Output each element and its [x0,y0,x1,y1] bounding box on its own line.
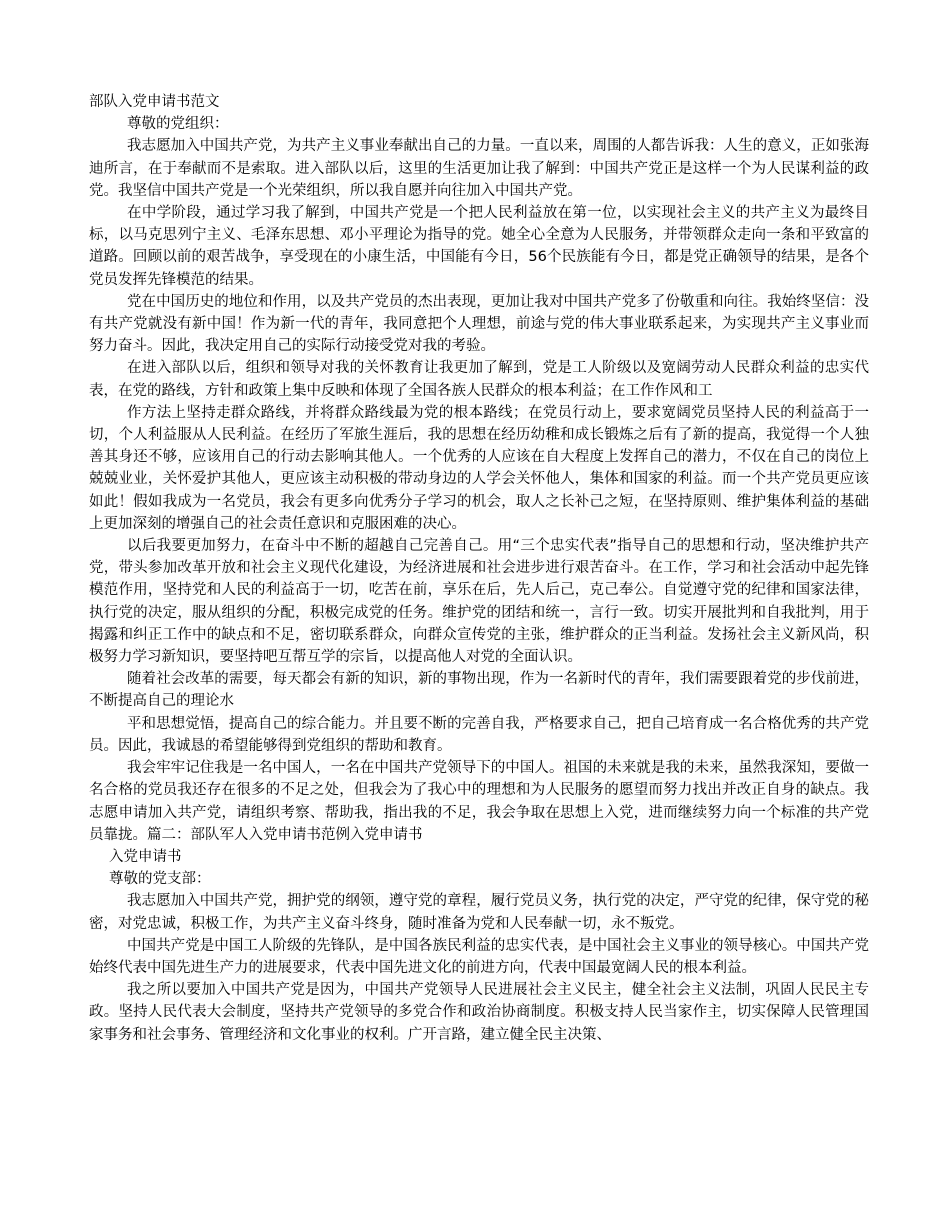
document-title: 部队入党申请书范文 [89,94,220,110]
document-page [89,91,869,1046]
paragraph-5: 作方法上坚持走群众路线，并将群众路线最为党的根本路线；在党员行动上，要求宽阔党员坚持人民的利益高于一切，个人利益服从人民利益。在经历了军旅生涯后，我的思想在经历幼稚和成长锻炼之后有了新的提高，我觉得一个人独善其身还不够，应该用自己的行动去影响其他人。一个优秀的人应该在自大程度上发挥自己的潜力，不仅在自己的岗位上兢兢业业，关怀爱护其他人，更应该主动积极的带动身边的人学会关怀他人，集体和国家的利益。而一个共产党员更应该如此！假如我成为一名党员，我会有更多向优秀分子学习的机会，取人之长补己之短，在坚持原则、维护集体利益的基础上更加深刻的增强自己的社会责任意识和克服困难的决心。 [89,404,869,532]
paragraph-6: 以后我要更加努力，在奋斗中不断的超越自己完善自己。用“三个忠实代表”指导自己的思想和行动，坚决维护共产党，带头参加改革开放和社会主义现代化建设，为经济进展和社会进步进行艰苦奋斗。在工作，学习和社会活动中起先锋模范作用，坚持党和人民的利益高于一切，吃苦在前，享乐在后，先人后己，克己奉公。自觉遵守党的纪律和国家法律，执行党的决定，服从组织的分配，积极完成党的任务。维护党的团结和统一，言行一致。切实开展批判和自我批判，用于揭露和纠正工作中的缺点和不足，密切联系群众，向群众宣传党的主张，维护群众的正当利益。发扬社会主义新风尚，积极努力学习新知识，要坚持吧互帮互学的宗旨，以提高他人对党的全面认识。 [89,538,869,666]
paragraph-9: 我会牢牢记住我是一名中国人，一名在中国共产党领导下的中国人。祖国的未来就是我的未来，虽然我深知，要做一名合格的党员我还存在很多的不足之处，但我会为了我心中的理想和为人民服务的愿望而努力找出并改正自身的缺点。我志愿申请加入共产党，请组织考察、帮助我，指出我的不足，我会争取在思想上入党，进而继续努力向一个标准的共产党员靠拢。篇二：部队军人入党申请书范例入党申请书 [89,760,869,843]
salutation-party-organization: 尊敬的党组织： [127,116,229,133]
paragraph-1: 我志愿加入中国共产党，为共产主义事业奉献出自己的力量。一直以来，周围的人都告诉我：人生的意义，正如张海迪所言，在于奉献而不是索取。进入部队以后，这里的生活更加让我了解到：中国共产党正是这样一个为人民谋利益的政党。我坚信中国共产党是一个光荣组织，所以我自愿并向往加入中国共产党。 [89,138,869,199]
salutation-party-branch: 尊敬的党支部： [109,871,211,888]
paragraph-2: 在中学阶段，通过学习我了解到，中国共产党是一个把人民利益放在第一位，以实现社会主义的共产主义为最终目标，以马克思列宁主义、毛泽东思想、邓小平理论为指导的党。她全心全意为人民服务，并带领群众走向一条和平致富的道路。回顾以前的艰苦战争，享受现在的小康生活，中国能有今日，56个民族能有今日，都是党正确领导的结果，是各个党员发挥先锋模范的结果。 [89,205,869,288]
paragraph-13: 中国共产党是中国工人阶级的先锋队，是中国各族民利益的忠实代表，是中国社会主义事业的领导核心。中国共产党始终代表中国先进生产力的进展要求，代表中国先进文化的前进方向，代表中国最宽阔人民的根本利益。 [89,937,869,976]
section-heading-application: 入党申请书 [109,848,182,865]
paragraph-12: 我志愿加入中国共产党，拥护党的纲领，遵守党的章程，履行党员义务，执行党的决定，严守党的纪律，保守党的秘密，对党忠诚，积极工作，为共产主义奋斗终身，随时准备为党和人民奉献一切，永不叛党。 [89,893,869,932]
paragraph-3: 党在中国历史的地位和作用，以及共产党员的杰出表现，更加让我对中国共产党多了份敬重和向往。我始终坚信：没有共产党就没有新中国！作为新一代的青年，我同意把个人理想，前途与党的伟大事业联系起来，为实现共产主义事业而努力奋斗。因此，我决定用自己的实际行动接受党对我的考验。 [89,293,869,355]
paragraph-4: 在进入部队以后，组织和领导对我的关怀教育让我更加了解到，党是工人阶级以及宽阔劳动人民群众利益的忠实代表，在党的路线，方针和政策上集中反映和体现了全国各族人民群众的根本利益；在工作作风和工 [89,360,869,399]
paragraph-7: 随着社会改革的需要，每天都会有新的知识，新的事物出现，作为一名新时代的青年，我们需要跟着党的步伐前进，不断提高自己的理论水 [89,671,869,710]
paragraph-14: 我之所以要加入中国共产党是因为，中国共产党领导人民进展社会主义民主，健全社会主义法制，巩固人民民主专政。坚持人民代表大会制度，坚持共产党领导的多党合作和政治协商制度。积极支持人民当家作主，切实保障人民管理国家事务和社会事务、管理经济和文化事业的权利。广开言路，建立健全民主决策、 [89,982,869,1043]
paragraph-8: 平和思想觉悟，提高自己的综合能力。并且要不断的完善自我，严格要求自己，把自己培育成一名合格优秀的共产党员。因此，我诚恳的希望能够得到党组织的帮助和教育。 [89,715,869,754]
